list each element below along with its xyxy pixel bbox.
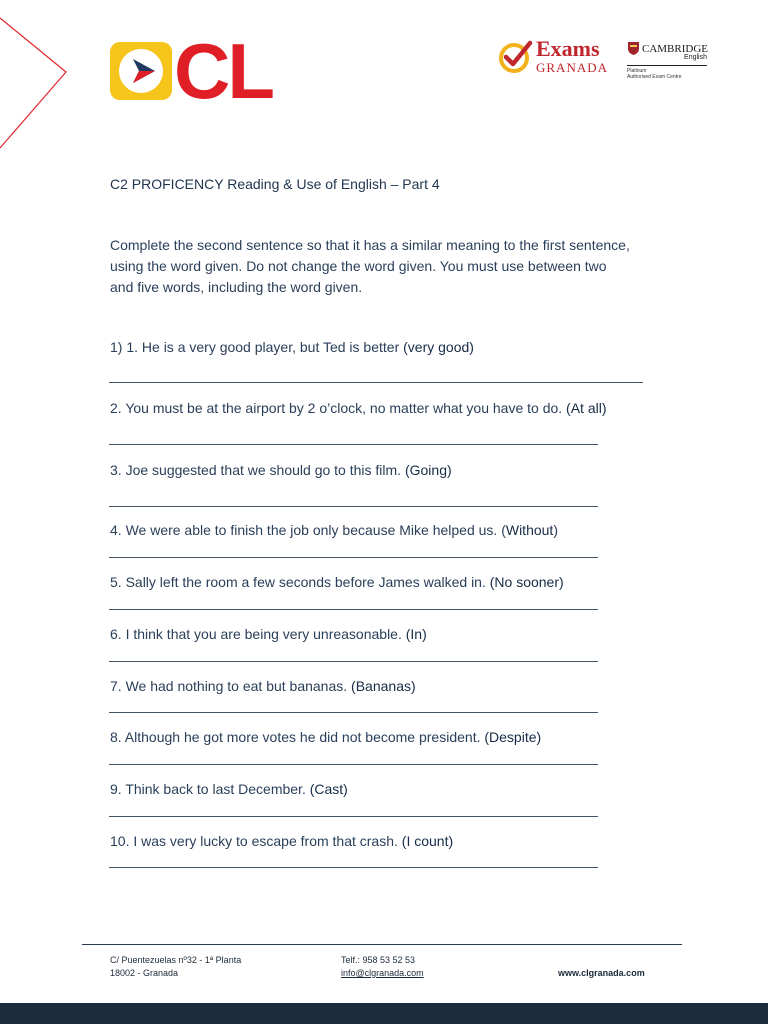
question-text: 6. I think that you are being very unreasonable. [110,626,406,642]
question-4 [110,522,558,538]
question-text: 1) 1. He is a very good player, but Ted is better [110,339,404,355]
footer-email-link[interactable]: info@clgranada.com [341,968,424,978]
question-2 [110,400,607,416]
brand-name: CL [174,27,272,115]
answer-line-7[interactable] [109,712,598,713]
exams-title: Exams [536,36,600,61]
answer-line-5[interactable] [109,609,598,610]
question-keyword: (I count) [401,833,454,849]
footer-phone: Telf.: 958 53 52 53 [341,955,416,965]
question-keyword: (No sooner) [489,574,564,590]
instructions: Complete the second sentence so that it has a similar meaning to the first sentence, using the word given. Do not change the word given. You must use between two and five words, including the word given. [110,237,630,295]
question-keyword: (At all) [566,400,607,416]
footer-divider [82,944,682,945]
question-keyword: (very good) [403,339,474,355]
question-text: 5. Sally left the room a few seconds before James walked in. [110,574,490,590]
cambridge-centre: Authorised Exam Centre [627,74,682,80]
answer-line-6[interactable] [109,661,598,662]
exams-subtitle: GRANADA [536,60,608,75]
question-keyword: Without [505,522,554,538]
question-8 [110,729,541,745]
answer-line-10[interactable] [109,867,598,868]
question-3 [110,462,452,478]
exams-check-icon [497,40,535,74]
question-text: 4. We were able to finish the job only because Mike helped us. ( [110,522,506,538]
question-text: 8. Although he got more votes he did not become president. [110,729,485,745]
question-keyword: (Despite) [484,729,542,745]
question-10 [110,833,453,849]
footer-address-line1: C/ Puentezuelas nº32 - 1ª Planta [110,955,242,965]
question-text: 3. Joe suggested that we should go to this film. [110,462,405,478]
document-title: C2 PROFICENCY Reading & Use of English – Part 4 [110,176,440,192]
bottom-bar [0,1003,768,1024]
cambridge-platinum: Platinum [627,68,647,74]
corner-decoration [0,0,80,160]
question-keyword: (Cast) [309,781,348,797]
answer-line-9[interactable] [109,816,598,817]
footer-website-link[interactable]: www.clgranada.com [558,968,645,978]
question-5 [110,574,564,590]
cambridge-subtitle: English [684,54,707,61]
question-7 [110,678,416,694]
question-9 [110,781,348,797]
cambridge-title: CAMBRIDGE [642,43,709,55]
cambridge-divider [627,65,707,66]
question-keyword: (Going) [404,462,452,478]
answer-line-1[interactable] [109,382,643,383]
question-text: 10. I was very lucky to escape from that crash. [110,833,402,849]
question-1 [110,339,474,355]
answer-line-2[interactable] [109,444,598,445]
answer-line-4[interactable] [109,557,598,558]
answer-line-8[interactable] [109,764,598,765]
question-keyword: (Bananas) [351,678,416,694]
question-text: 2. You must be at the airport by 2 o’clock, no matter what you have to do. [110,400,567,416]
cl-logo-icon [110,42,172,100]
answer-line-3[interactable] [109,506,598,507]
question-6 [110,626,427,642]
question-suffix: ) [553,522,558,538]
question-text: 9. Think back to last December. [110,781,310,797]
question-text: 7. We had nothing to eat but bananas. [110,678,352,694]
question-keyword: (In) [405,626,427,642]
footer-address-line2: 18002 - Granada [110,968,179,978]
